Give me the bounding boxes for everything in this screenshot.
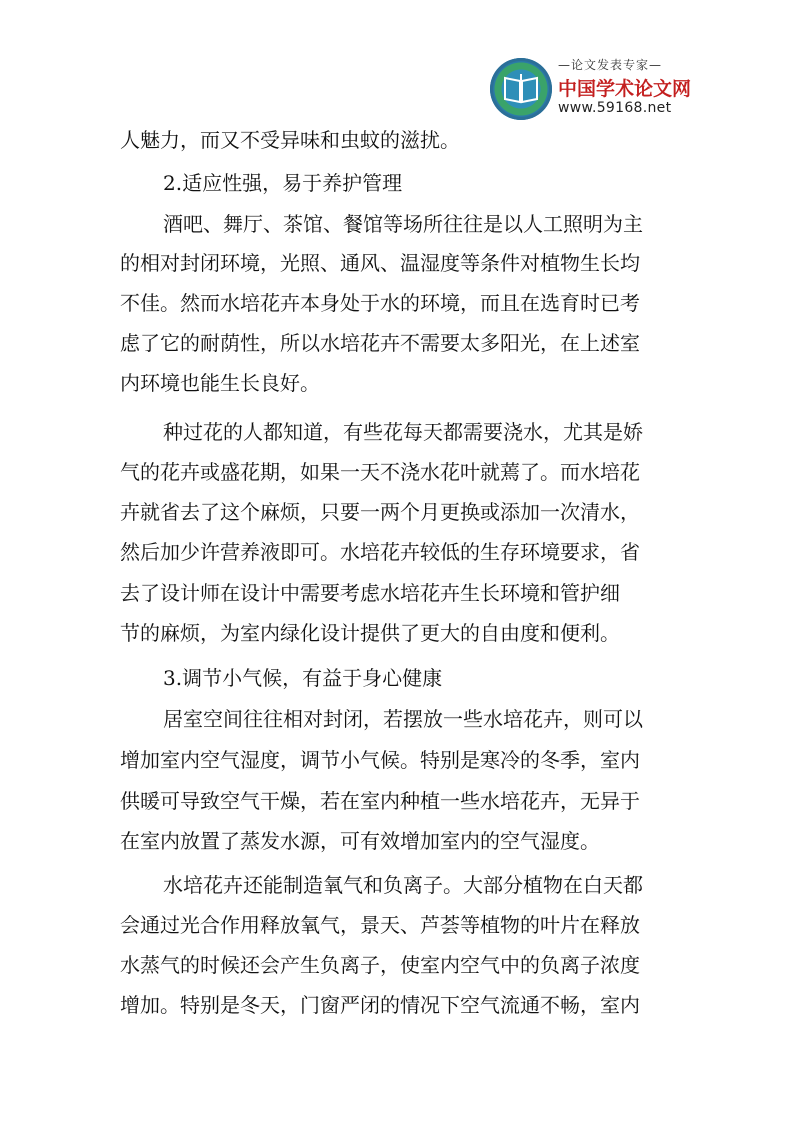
paragraph-line: 虑了它的耐荫性，所以水培花卉不需要太多阳光，在上述室 (120, 331, 640, 355)
paragraph-line: 增加室内空气湿度，调节小气候。特别是寒冷的冬季，室内 (120, 748, 640, 772)
paragraph-line: 气的花卉或盛花期，如果一天不浇水花叶就蔫了。而水培花 (120, 460, 640, 484)
section-heading: 3.调节小气候，有益于身心健康 (163, 666, 443, 690)
paragraph-line: 去了设计师在设计中需要考虑水培花卉生长环境和管护细 (120, 581, 620, 605)
logo-seal-icon (490, 58, 552, 120)
book-icon (503, 72, 539, 106)
paragraph-line: 节的麻烦，为室内绿化设计提供了更大的自由度和便利。 (120, 621, 620, 645)
logo-tagline: —论文发表专家— (558, 58, 663, 72)
section-heading: 2.适应性强，易于养护管理 (163, 171, 403, 195)
paragraph-line: 不佳。然而水培花卉本身处于水的环境，而且在选育时已考 (120, 291, 640, 315)
logo-site-url: www.59168.net (558, 100, 672, 116)
paragraph-line: 内环境也能生长良好。 (120, 371, 320, 395)
paragraph-line: 种过花的人都知道，有些花每天都需要浇水，尤其是娇 (163, 420, 643, 444)
paragraph-line: 的相对封闭环境，光照、通风、温湿度等条件对植物生长均 (120, 251, 640, 275)
paragraph-line: 然后加少许营养液即可。水培花卉较低的生存环境要求，省 (120, 540, 640, 564)
paragraph-line: 会通过光合作用释放氧气，景天、芦荟等植物的叶片在释放 (120, 913, 640, 937)
paragraph-line: 人魅力，而又不受异味和虫蚊的滋扰。 (120, 128, 460, 152)
paragraph-line: 卉就省去了这个麻烦，只要一两个月更换或添加一次清水， (120, 500, 640, 524)
paragraph-line: 在室内放置了蒸发水源，可有效增加室内的空气湿度。 (120, 829, 600, 853)
site-logo[interactable] (490, 52, 692, 122)
paragraph-line: 水蒸气的时候还会产生负离子，使室内空气中的负离子浓度 (120, 953, 640, 977)
logo-site-name: 中国学术论文网 (558, 78, 692, 100)
paragraph-line: 居室空间往往相对封闭，若摆放一些水培花卉，则可以 (163, 707, 643, 731)
paragraph-line: 酒吧、舞厅、茶馆、餐馆等场所往往是以人工照明为主 (163, 212, 643, 236)
paragraph-line: 水培花卉还能制造氧气和负离子。大部分植物在白天都 (163, 873, 643, 897)
paragraph-line: 增加。特别是冬天，门窗严闭的情况下空气流通不畅，室内 (120, 993, 640, 1017)
paragraph-line: 供暖可导致空气干燥，若在室内种植一些水培花卉，无异于 (120, 789, 640, 813)
